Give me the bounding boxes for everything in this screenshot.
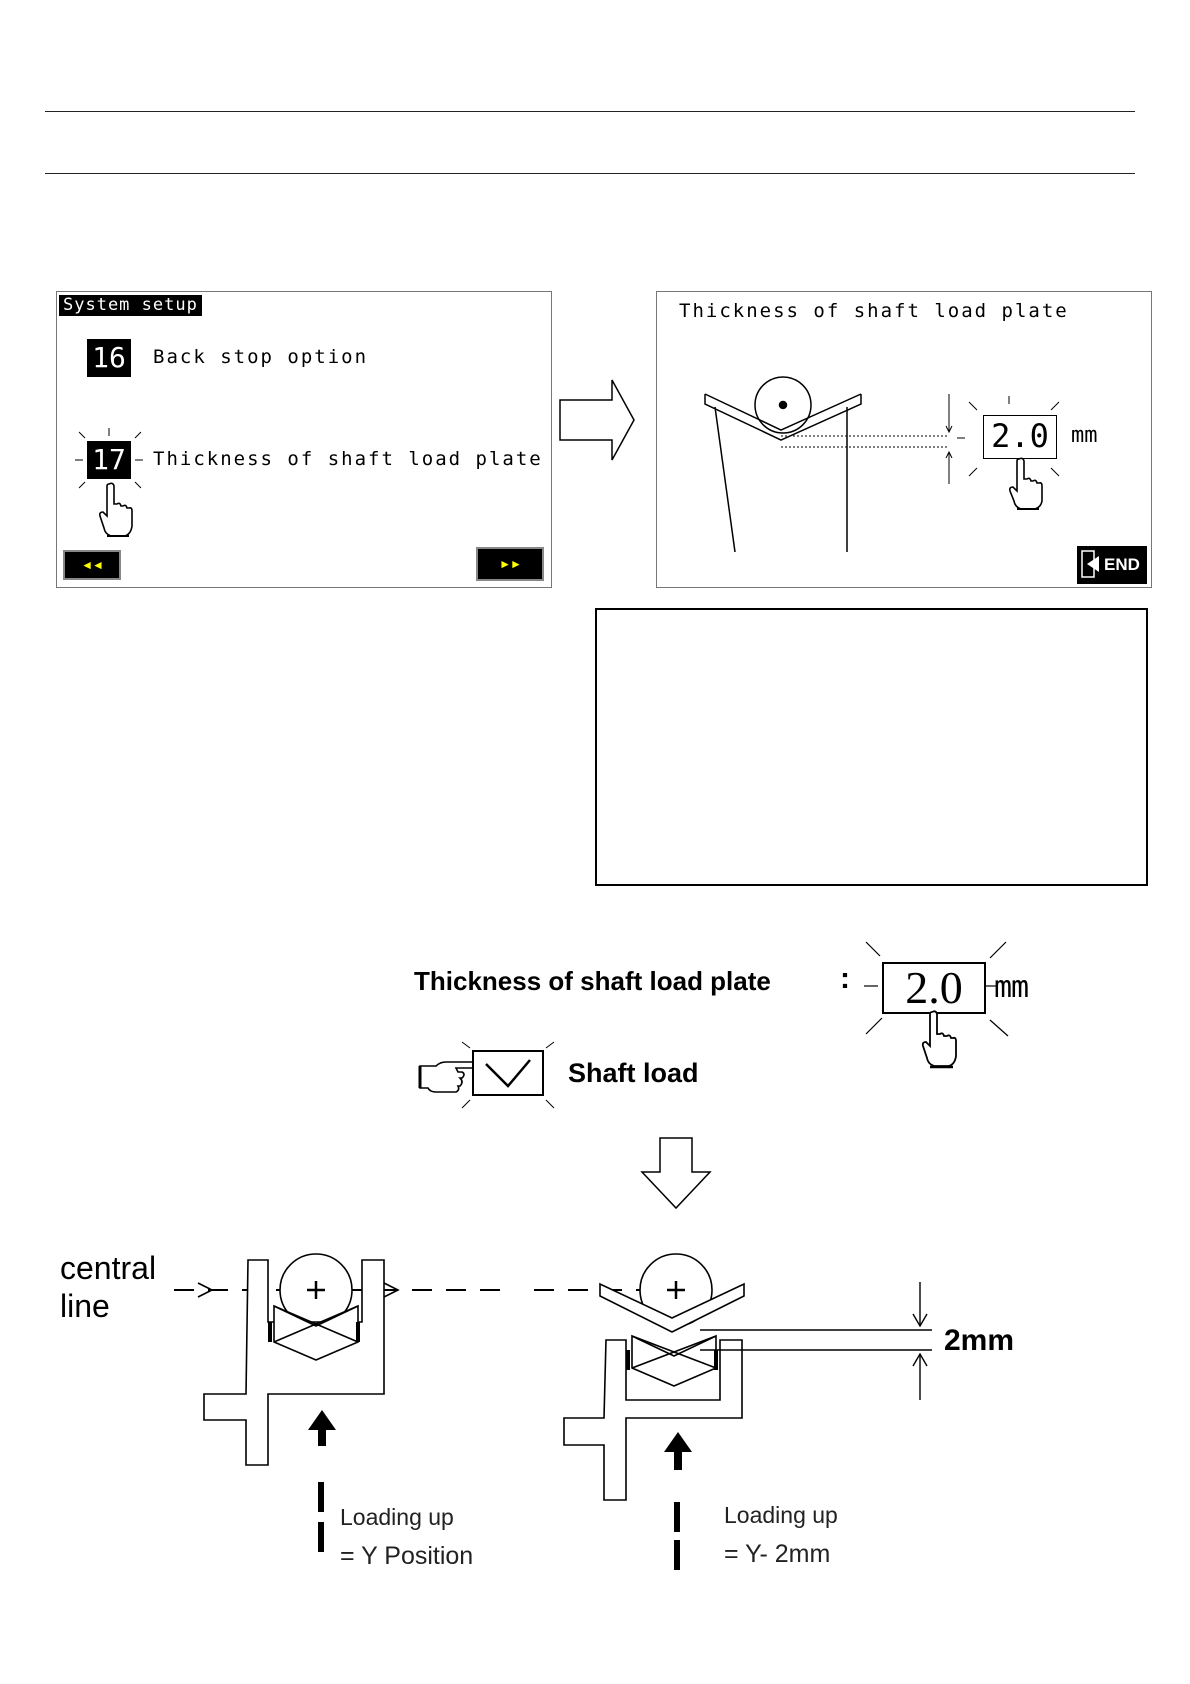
thickness-unit: mm [1071,423,1098,448]
shaft-load-label: Shaft load [568,1058,699,1088]
note-box [595,608,1148,886]
prev-page-button[interactable] [63,550,121,580]
end-button[interactable] [1077,546,1147,584]
menu-item-17-label[interactable]: Thickness of shaft load plate [153,448,543,470]
detail-unit: mm [994,970,1029,1005]
next-page-button[interactable] [476,547,544,581]
detail-value-field[interactable] [882,962,986,1014]
down-arrow-icon [636,1136,716,1216]
prev-button-label: ◄◄ [81,558,103,572]
pointing-hand-icon [918,1010,962,1072]
detail-colon: : [840,962,850,995]
central-line-label-1: central [60,1250,157,1286]
next-button-label: ►► [499,557,521,571]
thickness-value-field[interactable] [983,415,1057,459]
detail-thickness-label: Thickness of shaft load plate [414,966,771,996]
right-caption-line-1: Loading up [724,1502,838,1528]
checkbox-sparkle-icon [458,1036,558,1116]
left-caption-line-1: Loading up [340,1504,454,1530]
left-caption-line-2: = Y Position [340,1542,474,1570]
menu-item-17-number[interactable]: 17 [87,441,131,479]
header-rule-bottom [45,173,1135,174]
right-arrow-icon [558,378,638,462]
selection-sparkle-icon [57,292,551,587]
screen-title: System setup [59,295,202,316]
header-rule-top [45,111,1135,112]
exit-icon [1081,550,1103,580]
shaft-load-diagram [0,1240,1190,1640]
shaft-load-plate-screen [656,291,1152,588]
menu-item-16-label[interactable]: Back stop option [153,346,369,368]
menu-item-16-number[interactable]: 16 [87,339,131,377]
detail-value: 2.0 [905,962,963,1013]
right-caption-line-2: = Y- 2mm [724,1540,831,1568]
thickness-value: 2.0 [991,417,1049,455]
pointing-hand-icon [95,482,135,540]
end-button-label: END [1104,555,1140,574]
central-line-label-2: line [60,1288,110,1324]
gap-label: 2mm [944,1324,1015,1357]
screen-title: Thickness of shaft load plate [679,300,1069,322]
system-setup-screen [56,291,552,588]
pointing-hand-icon [1005,457,1045,513]
